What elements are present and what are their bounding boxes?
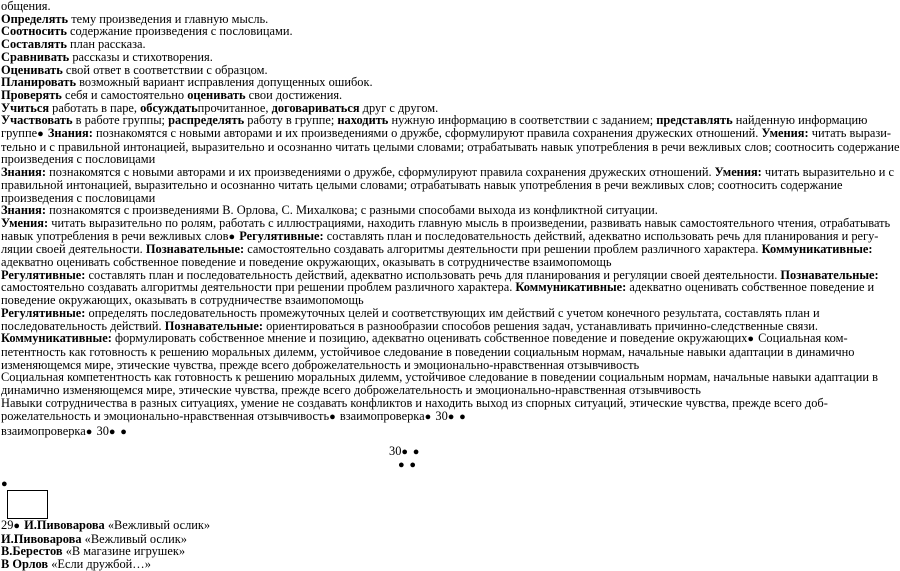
text-line: группе● Знания: познакомятся с новыми авторами и их произведениями о дружбе, сформулируют правила сохранения дружеских отношений. Умения: читать вырази- xyxy=(1,126,892,141)
text-line: правильной интонацией, выразительно и осознанно читать целыми словами; отрабатывать навык употребления в речи вежливых слов; соотносить содержание xyxy=(1,177,843,192)
text-line: тельно и с правильной интонацией, выразительно и осознанно читать целыми словами; отрабатывать навык употребления в речи вежливых слов; соотносить содержание xyxy=(1,139,900,154)
list-item: 29● И.Пивоварова «Вежливый ослик» xyxy=(1,518,211,532)
text-line: произведения с пословицами xyxy=(1,190,156,205)
literature-list xyxy=(1,519,210,571)
text-line: ляции своей деятельности. Познавательные: самостоятельно создавать алгоритмы деятельности при решении проблем различного характера. Коммуникативные: xyxy=(1,242,873,257)
task-line: Определять тему произведения и главную мысль. xyxy=(1,11,269,26)
task-line: Планировать возможный вариант исправления допущенных ошибок. xyxy=(1,75,373,90)
task-line: Соотносить содержание произведения с пословицами. xyxy=(1,24,293,39)
document-page xyxy=(1,0,900,439)
text-line: взаимопроверка● 30● ● xyxy=(1,424,128,439)
text-line: поведение окружающих, оказывать в сотрудничестве взаимопомощь xyxy=(1,293,364,308)
task-line: Учиться работать в паре, обсуждатьпрочитанное, договариваться друг с другом. xyxy=(1,100,439,115)
text-line: Участвовать в работе группы; распределять работу в группе; находить нужную информацию в соответствии с заданием; представлять найденную информацию xyxy=(1,113,868,128)
bullet-mark: ● xyxy=(1,478,8,490)
text-line: Навыки сотрудничества в разных ситуациях, умение не создавать конфликтов и находить выход из спорных ситуаций, этические чувства, прежде всего доб- xyxy=(1,395,828,410)
page-number: 30● ● xyxy=(389,444,421,458)
text-line: Коммуникативные: формулировать собственное мнение и позицию, адекватно оценивать собственное поведение и поведение окружающих● Социальная ком- xyxy=(1,331,848,346)
text-line: динамично изменяющемся мире, этические чувства, прежде всего доброжелательность и эмоционально-нравственная отзывчивость xyxy=(1,383,701,398)
text-line: петентность как готовность к решению моральных дилемм, устойчивое следование в поведении социальным нормам, начальные навыки адаптации в динамично xyxy=(1,344,855,359)
text-line: Умения: читать выразительно по ролям, работать с иллюстрациями, находить главную мысль в произведении, развивать навык самостоятельного чтения, отрабатывать xyxy=(1,215,891,230)
text-line: навык употребления в речи вежливых слов● Регулятивные: составлять план и последовательность действий, адекватно использовать речь для планирования и регу- xyxy=(1,228,879,243)
text-line: Регулятивные: составлять план и последовательность действий, адекватно использовать речь для планирования и регуляции своей деятельности. Познавательные: xyxy=(1,267,879,282)
task-line: Проверять себя и самостоятельно оценивать свои достижения. xyxy=(1,87,343,102)
text-line: изменяющемся мире, этические чувства, прежде всего доброжелательность и эмоционально-нравственная отзывчивость xyxy=(1,357,640,372)
task-line: Сравнивать рассказы и стихотворения. xyxy=(1,49,213,64)
text-line: Знания: познакомятся с новыми авторами и их произведениями о дружбе, сформулируют правила сохранения дружеских отношений. Умения: читать выразительно и с xyxy=(1,165,894,180)
text-line: адекватно оценивать собственное поведение и поведение окружающих, оказывать в сотрудничестве взаимопомощь xyxy=(1,255,612,270)
text-line: общения. xyxy=(1,0,51,13)
list-item: И.Пивоварова «Вежливый ослик» xyxy=(1,531,187,546)
task-line: Составлять план рассказа. xyxy=(1,37,146,52)
bullet-marks: ● ● xyxy=(398,459,418,471)
task-line: Оценивать свой ответ в соответствии с образцом. xyxy=(1,62,268,77)
text-line: Регулятивные: определять последовательность промежуточных целей и соответствующих им действий с учетом конечного результата, составлять план и xyxy=(1,305,820,320)
text-line: Знания: познакомятся с произведениями В. Орлова, С. Михалкова; с разными способами выхода из конфликтной ситуации. xyxy=(1,203,658,218)
list-item: В.Берестов «В магазине игрушек» xyxy=(1,544,186,559)
text-line: произведения с пословицами xyxy=(1,152,156,167)
text-line: Социальная компетентность как готовность к решению моральных дилемм, устойчивое следование в поведении социальным нормам, начальные навыки адаптации в xyxy=(1,370,879,385)
empty-box xyxy=(7,490,48,519)
list-item: В Орлов «Если дружбой…» xyxy=(1,557,151,571)
text-line: рожелательность и эмоционально-нравственная отзывчивость● взаимопроверка● 30● ● xyxy=(1,408,467,423)
text-line: последовательность действий. Познавательные: ориентироваться в разнообразии способов решения задач, устанавливать причинно-следственные связи. xyxy=(1,318,818,333)
text-line: самостоятельно создавать алгоритмы деятельности при решении проблем различного характера. Коммуникативные: адекватно оценивать собственное поведение и xyxy=(1,280,875,295)
